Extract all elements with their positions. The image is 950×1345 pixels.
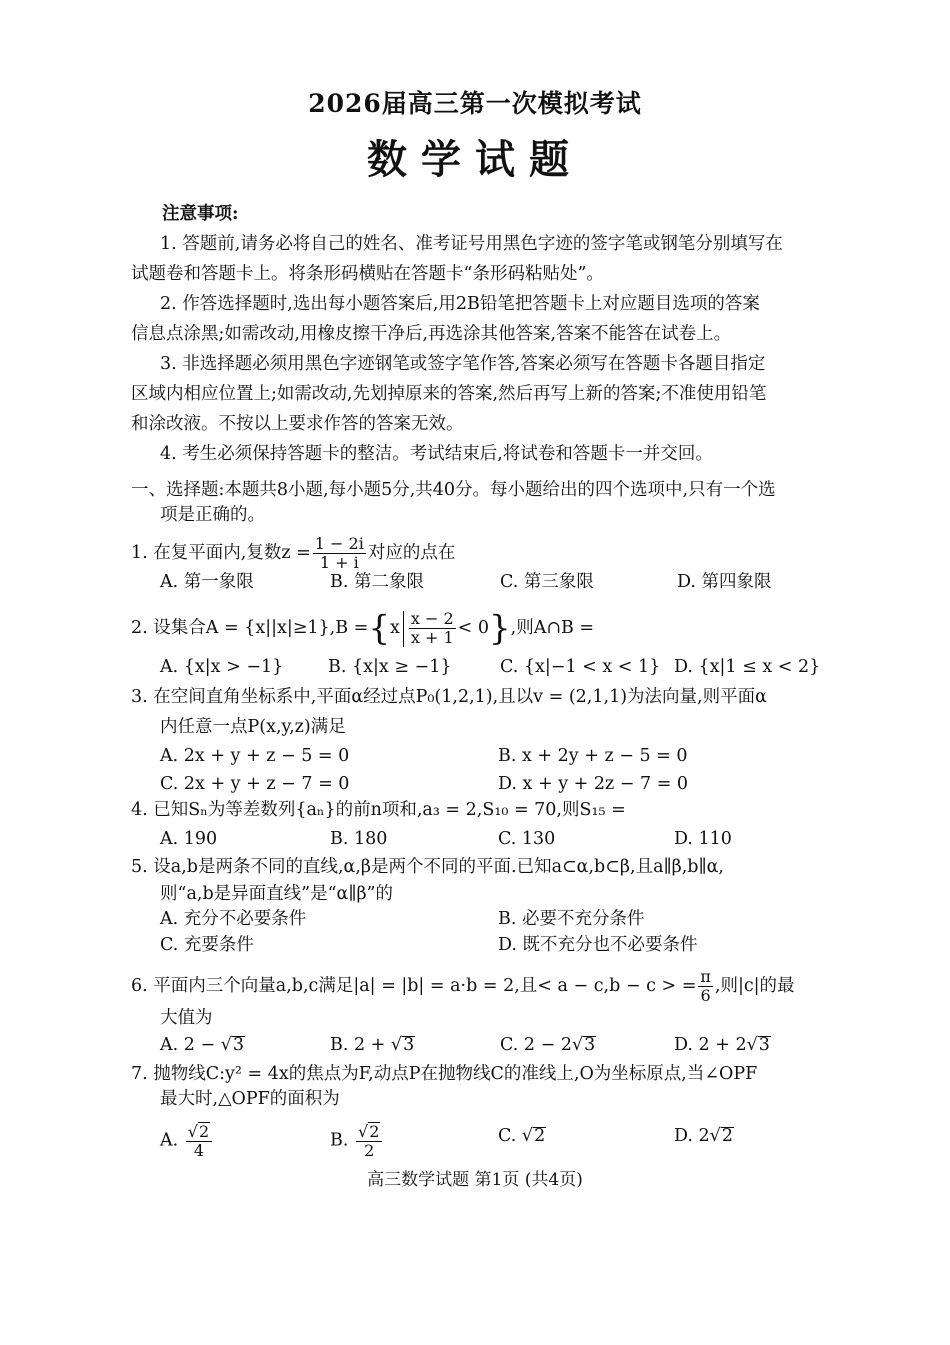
q2-stem-pre: 2. 设集合A = {x||x|≥1},B = bbox=[131, 618, 369, 638]
q2-option-c: C. {x|−1 < x < 1} bbox=[500, 657, 661, 677]
q2-frac-den: x + 1 bbox=[410, 628, 454, 647]
q4-option-b: B. 180 bbox=[330, 829, 388, 849]
question-5-stem-cont: 则“a,b是异面直线”是“α∥β”的 bbox=[160, 884, 394, 904]
q5-option-a: A. 充分不必要条件 bbox=[160, 909, 307, 929]
question-4-stem: 4. 已知Sₙ为等差数列{aₙ}的前n项和,a₃ = 2,S₁₀ = 70,则S₁₅ = bbox=[131, 800, 626, 820]
q6-option-c: C. 2 − 2√3 bbox=[500, 1035, 596, 1055]
q7-a-fraction bbox=[186, 1122, 212, 1160]
q6-d-radicand: 3 bbox=[758, 1035, 770, 1055]
q2-frac-num: x − 2 bbox=[410, 609, 454, 628]
q7-option-c: C. √2 bbox=[498, 1126, 546, 1146]
notice-line: 1. 答题前,请务必将自己的姓名、准考证号用黑色字迹的签字笔或钢笔分别填写在 bbox=[160, 234, 783, 254]
q2-option-b: B. {x|x ≥ −1} bbox=[328, 657, 452, 677]
question-6-stem bbox=[131, 968, 795, 1005]
question-1-stem bbox=[131, 535, 455, 572]
q7-b-den: 2 bbox=[364, 1141, 375, 1160]
q3-option-a: A. 2x + y + z − 5 = 0 bbox=[160, 746, 350, 766]
q2-option-d: D. {x|1 ≤ x < 2} bbox=[674, 657, 821, 677]
q4-option-c: C. 130 bbox=[498, 829, 556, 849]
q3-option-b: B. x + 2y + z − 5 = 0 bbox=[498, 746, 688, 766]
q4-option-a: A. 190 bbox=[160, 829, 218, 849]
q7-a-den: 4 bbox=[193, 1141, 205, 1160]
q1-option-c: C. 第三象限 bbox=[500, 572, 594, 592]
q2-fraction bbox=[409, 610, 456, 647]
q6-option-b: B. 2 + √3 bbox=[330, 1035, 415, 1055]
q3-option-d: D. x + y + 2z − 7 = 0 bbox=[498, 774, 689, 794]
q6-option-d: D. 2 + 2√3 bbox=[674, 1035, 770, 1055]
q7-c-label: C. bbox=[498, 1126, 517, 1146]
q2-right-brace: } bbox=[489, 608, 511, 649]
q7-a-num: √2 bbox=[186, 1122, 212, 1142]
q7-a-radicand: 2 bbox=[198, 1122, 210, 1141]
q7-option-a bbox=[160, 1122, 214, 1160]
q7-b-num: √2 bbox=[356, 1122, 382, 1142]
q1-option-d: D. 第四象限 bbox=[677, 572, 772, 592]
q5-option-c: C. 充要条件 bbox=[160, 935, 254, 955]
q6-b-text: B. 2 + bbox=[330, 1035, 391, 1055]
question-6-stem-cont: 大值为 bbox=[160, 1008, 213, 1028]
q3-option-c: C. 2x + y + z − 7 = 0 bbox=[160, 774, 350, 794]
q1-stem-post: 对应的点在 bbox=[367, 543, 456, 563]
question-3-stem-cont: 内任意一点P(x,y,z)满足 bbox=[160, 717, 346, 737]
subject-title: 数学试题 bbox=[367, 136, 583, 183]
q6-c-radicand: 3 bbox=[584, 1035, 596, 1055]
q6-stem-post: ,则|c|的最 bbox=[714, 976, 795, 996]
notice-line: 试题卷和答题卡上。将条形码横贴在答题卡“条形码粘贴处”。 bbox=[131, 264, 604, 284]
notice-line: 3. 非选择题必须用黑色字迹钢笔或签字笔作答,答案必须写在答题卡各题目指定 bbox=[160, 354, 766, 374]
q1-option-a: A. 第一象限 bbox=[160, 572, 254, 592]
q5-option-b: B. 必要不充分条件 bbox=[498, 909, 645, 929]
notice-line: 信息点涂黑;如需改动,用橡皮擦干净后,再选涂其他答案,答案不能答在试卷上。 bbox=[131, 324, 732, 344]
q7-c-radicand: 2 bbox=[534, 1126, 546, 1146]
q5-option-d: D. 既不充分也不必要条件 bbox=[498, 935, 698, 955]
q6-fraction bbox=[698, 968, 713, 1005]
question-7-stem-cont: 最大时,△OPF的面积为 bbox=[160, 1089, 340, 1109]
q6-frac-num: π bbox=[700, 967, 711, 986]
q7-b-radicand: 2 bbox=[369, 1122, 380, 1141]
q2-set-bar bbox=[403, 611, 404, 647]
q6-a-text: A. 2 − bbox=[160, 1035, 221, 1055]
section-heading: 一、选择题:本题共8小题,每小题5分,共40分。每小题给出的四个选项中,只有一个选 bbox=[131, 480, 776, 500]
q7-a-label: A. bbox=[160, 1130, 179, 1151]
q6-b-radicand: 3 bbox=[403, 1035, 415, 1055]
q1-fraction bbox=[313, 535, 366, 572]
question-5-stem: 5. 设a,b是两条不同的直线,α,β是两个不同的平面.已知a⊂α,b⊂β,且a∥β,b∥α, bbox=[131, 857, 724, 877]
notice-line: 2. 作答选择题时,选出每小题答案后,用2B铅笔把答题卡上对应题目选项的答案 bbox=[160, 294, 760, 314]
question-2-stem bbox=[131, 610, 594, 647]
q4-option-d: D. 110 bbox=[674, 829, 732, 849]
notice-line: 区域内相应位置上;如需改动,先划掉原来的答案,然后再写上新的答案;不准使用铅笔 bbox=[131, 384, 767, 404]
q6-d-text: D. 2 + 2 bbox=[674, 1035, 747, 1055]
q7-d-label: D. 2 bbox=[674, 1126, 710, 1146]
q2-set-var: x bbox=[389, 618, 400, 638]
page-footer: 高三数学试题 第1页 (共4页) bbox=[367, 1170, 583, 1190]
question-3-stem: 3. 在空间直角坐标系中,平面α经过点P₀(1,2,1),且以v = (2,1,1)为法向量,则平面α bbox=[131, 687, 767, 707]
q7-b-fraction bbox=[356, 1122, 382, 1160]
q2-stem-post: ,则A∩B = bbox=[510, 618, 595, 638]
q7-d-radicand: 2 bbox=[721, 1126, 733, 1146]
q1-option-b: B. 第二象限 bbox=[330, 572, 424, 592]
notice-line: 和涂改液。不按以上要求作答的答案无效。 bbox=[131, 414, 464, 434]
q6-frac-den: 6 bbox=[700, 986, 711, 1005]
q6-a-radicand: 3 bbox=[232, 1035, 244, 1055]
q2-left-brace: { bbox=[368, 608, 390, 649]
section-heading-cont: 项是正确的。 bbox=[160, 505, 265, 525]
exam-title: 2026届高三第一次模拟考试 bbox=[308, 89, 642, 118]
notice-heading: 注意事项: bbox=[162, 204, 239, 224]
q1-frac-den: 1 + i bbox=[319, 553, 359, 572]
q7-option-d: D. 2√2 bbox=[674, 1126, 733, 1146]
q7-b-label: B. bbox=[330, 1130, 349, 1151]
q2-option-a: A. {x|x > −1} bbox=[160, 657, 284, 677]
q6-stem-pre: 6. 平面内三个向量a,b,c满足|a| = |b| = a·b = 2,且< a − c,b − c > = bbox=[131, 976, 697, 996]
q1-stem-pre: 1. 在复平面内,复数z = bbox=[131, 543, 311, 563]
notice-line: 4. 考生必须保持答题卡的整洁。考试结束后,将试卷和答题卡一并交回。 bbox=[160, 444, 713, 464]
q1-frac-num: 1 − 2i bbox=[314, 534, 364, 553]
q2-set-relation: < 0 bbox=[457, 618, 489, 638]
q6-c-text: C. 2 − 2 bbox=[500, 1035, 572, 1055]
q6-option-a: A. 2 − √3 bbox=[160, 1035, 244, 1055]
q7-option-b bbox=[330, 1122, 384, 1160]
question-7-stem: 7. 抛物线C:y² = 4x的焦点为F,动点P在抛物线C的准线上,O为坐标原点,当∠OPF bbox=[131, 1064, 758, 1084]
